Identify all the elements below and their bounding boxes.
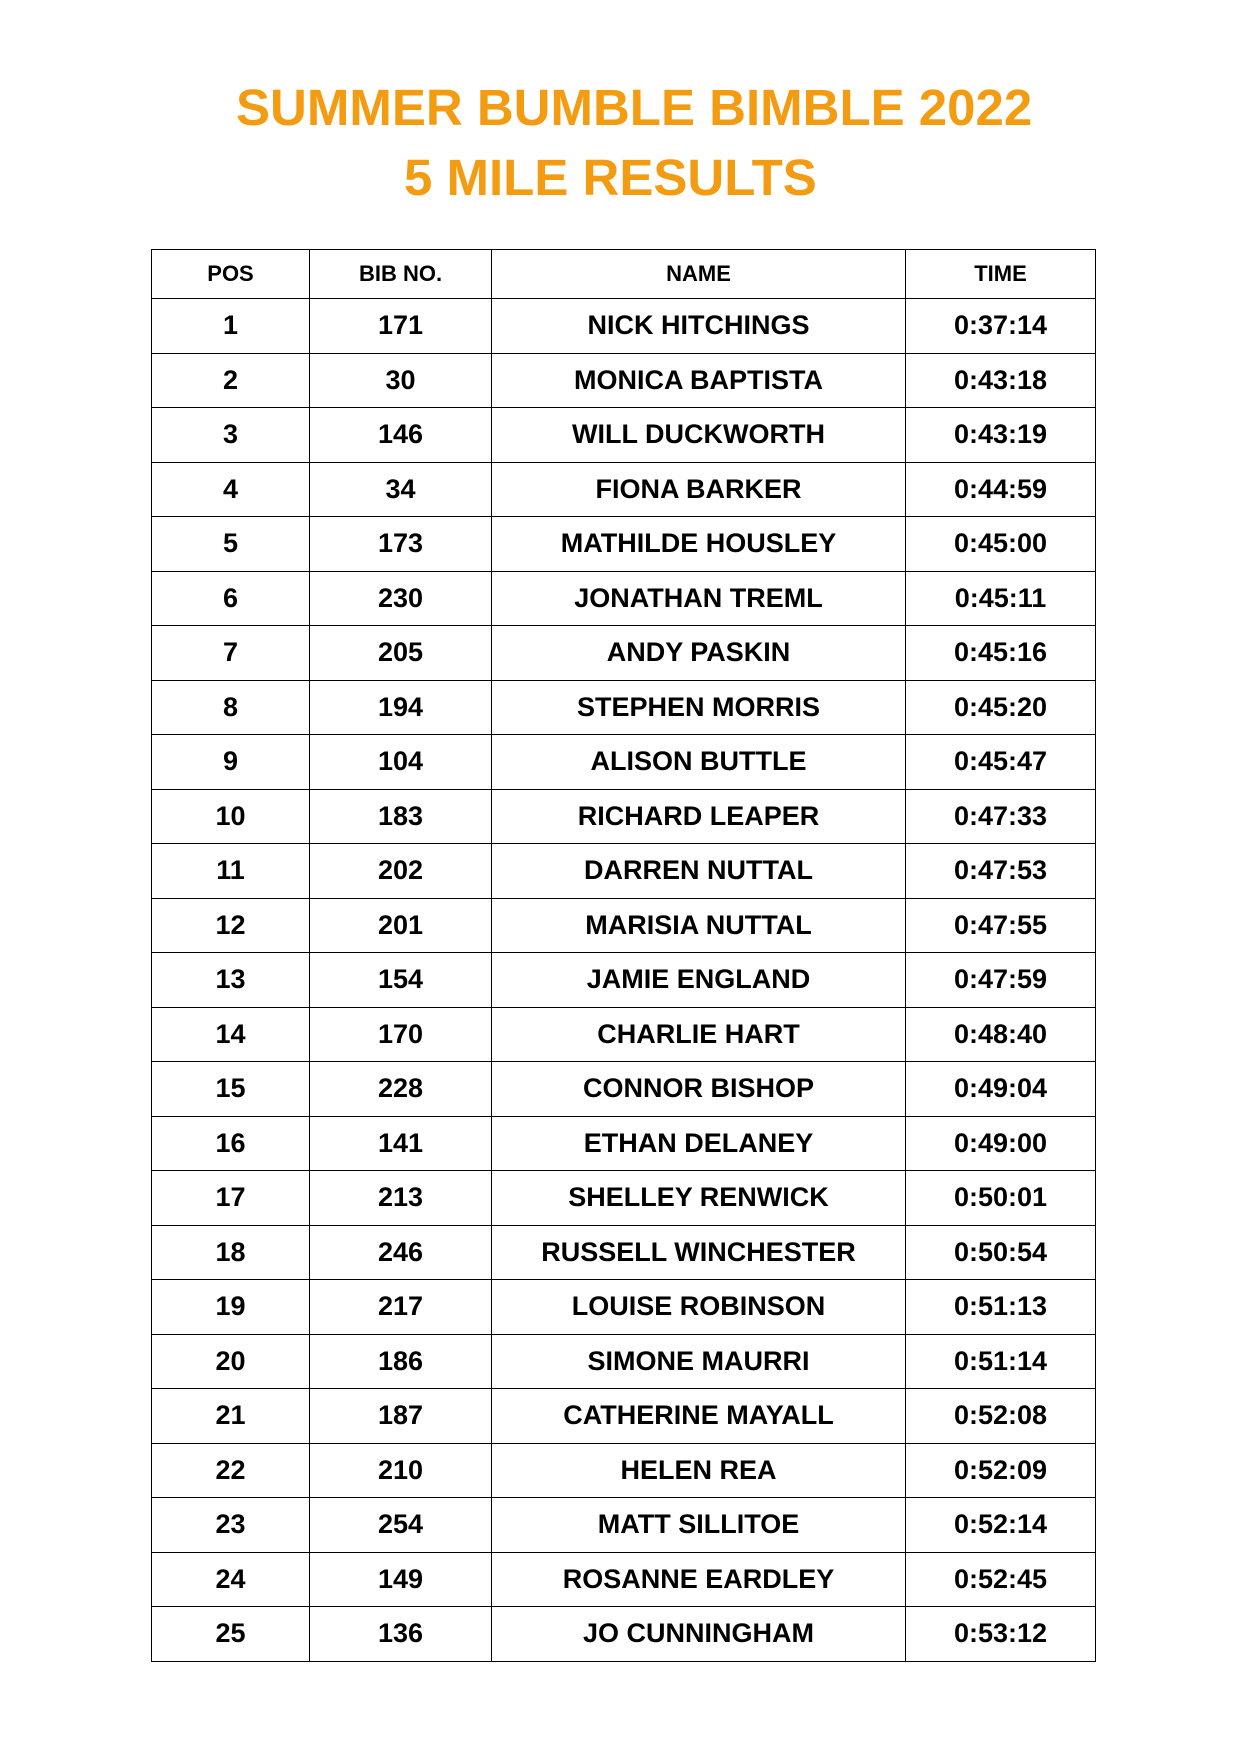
- cell-pos: 1: [152, 299, 310, 354]
- cell-time: 0:49:00: [906, 1116, 1096, 1171]
- cell-name: HELEN REA: [492, 1443, 906, 1498]
- cell-time: 0:45:16: [906, 626, 1096, 681]
- cell-time: 0:51:13: [906, 1280, 1096, 1335]
- cell-name: LOUISE ROBINSON: [492, 1280, 906, 1335]
- cell-pos: 14: [152, 1007, 310, 1062]
- column-header-name: NAME: [492, 250, 906, 299]
- cell-name: MONICA BAPTISTA: [492, 353, 906, 408]
- cell-bib: 183: [310, 789, 492, 844]
- cell-pos: 7: [152, 626, 310, 681]
- table-row: [152, 626, 1096, 681]
- cell-bib: 205: [310, 626, 492, 681]
- cell-name: MATHILDE HOUSLEY: [492, 517, 906, 572]
- cell-bib: 149: [310, 1552, 492, 1607]
- cell-time: 0:44:59: [906, 462, 1096, 517]
- table-row: [152, 1498, 1096, 1553]
- cell-name: NICK HITCHINGS: [492, 299, 906, 354]
- cell-time: 0:48:40: [906, 1007, 1096, 1062]
- cell-bib: 136: [310, 1607, 492, 1662]
- cell-name: FIONA BARKER: [492, 462, 906, 517]
- cell-time: 0:43:19: [906, 408, 1096, 463]
- cell-pos: 11: [152, 844, 310, 899]
- table-row: [152, 299, 1096, 354]
- cell-bib: 230: [310, 571, 492, 626]
- cell-bib: 187: [310, 1389, 492, 1444]
- table-row: [152, 898, 1096, 953]
- column-header-time: TIME: [906, 250, 1096, 299]
- cell-pos: 6: [152, 571, 310, 626]
- cell-name: JONATHAN TREML: [492, 571, 906, 626]
- cell-bib: 173: [310, 517, 492, 572]
- cell-name: WILL DUCKWORTH: [492, 408, 906, 463]
- cell-bib: 194: [310, 680, 492, 735]
- table-row: [152, 1443, 1096, 1498]
- cell-time: 0:50:01: [906, 1171, 1096, 1226]
- table-row: [152, 1552, 1096, 1607]
- cell-time: 0:50:54: [906, 1225, 1096, 1280]
- cell-pos: 3: [152, 408, 310, 463]
- cell-bib: 228: [310, 1062, 492, 1117]
- table-row: [152, 353, 1096, 408]
- cell-time: 0:49:04: [906, 1062, 1096, 1117]
- table-row: [152, 844, 1096, 899]
- cell-name: SIMONE MAURRI: [492, 1334, 906, 1389]
- cell-name: ROSANNE EARDLEY: [492, 1552, 906, 1607]
- table-row: [152, 1280, 1096, 1335]
- cell-pos: 13: [152, 953, 310, 1008]
- cell-time: 0:45:20: [906, 680, 1096, 735]
- cell-bib: 170: [310, 1007, 492, 1062]
- table-row: [152, 1116, 1096, 1171]
- cell-name: CATHERINE MAYALL: [492, 1389, 906, 1444]
- cell-pos: 5: [152, 517, 310, 572]
- cell-time: 0:52:08: [906, 1389, 1096, 1444]
- cell-bib: 186: [310, 1334, 492, 1389]
- cell-pos: 2: [152, 353, 310, 408]
- cell-time: 0:52:45: [906, 1552, 1096, 1607]
- cell-name: JAMIE ENGLAND: [492, 953, 906, 1008]
- cell-bib: 30: [310, 353, 492, 408]
- cell-pos: 18: [152, 1225, 310, 1280]
- cell-time: 0:52:09: [906, 1443, 1096, 1498]
- results-table: [151, 249, 1096, 1662]
- table-row: [152, 680, 1096, 735]
- column-header-bib: BIB NO.: [310, 250, 492, 299]
- table-header-row: [152, 250, 1096, 299]
- table-row: [152, 735, 1096, 790]
- cell-pos: 20: [152, 1334, 310, 1389]
- cell-pos: 21: [152, 1389, 310, 1444]
- cell-pos: 15: [152, 1062, 310, 1117]
- cell-bib: 34: [310, 462, 492, 517]
- table-row: [152, 1171, 1096, 1226]
- cell-pos: 12: [152, 898, 310, 953]
- page-subtitle: 5 MILE RESULTS: [404, 149, 817, 206]
- page-title: SUMMER BUMBLE BIMBLE 2022: [236, 79, 1033, 136]
- cell-name: STEPHEN MORRIS: [492, 680, 906, 735]
- cell-time: 0:45:00: [906, 517, 1096, 572]
- cell-name: ANDY PASKIN: [492, 626, 906, 681]
- cell-name: ALISON BUTTLE: [492, 735, 906, 790]
- cell-bib: 246: [310, 1225, 492, 1280]
- cell-time: 0:51:14: [906, 1334, 1096, 1389]
- cell-name: MATT SILLITOE: [492, 1498, 906, 1553]
- table-row: [152, 1334, 1096, 1389]
- table-row: [152, 571, 1096, 626]
- table-row: [152, 953, 1096, 1008]
- cell-time: 0:52:14: [906, 1498, 1096, 1553]
- cell-name: CONNOR BISHOP: [492, 1062, 906, 1117]
- cell-name: SHELLEY RENWICK: [492, 1171, 906, 1226]
- cell-pos: 17: [152, 1171, 310, 1226]
- cell-bib: 210: [310, 1443, 492, 1498]
- cell-pos: 24: [152, 1552, 310, 1607]
- cell-pos: 25: [152, 1607, 310, 1662]
- table-row: [152, 1225, 1096, 1280]
- cell-name: MARISIA NUTTAL: [492, 898, 906, 953]
- cell-pos: 4: [152, 462, 310, 517]
- cell-time: 0:43:18: [906, 353, 1096, 408]
- cell-bib: 141: [310, 1116, 492, 1171]
- cell-time: 0:37:14: [906, 299, 1096, 354]
- cell-time: 0:47:33: [906, 789, 1096, 844]
- cell-bib: 202: [310, 844, 492, 899]
- cell-name: ETHAN DELANEY: [492, 1116, 906, 1171]
- cell-pos: 9: [152, 735, 310, 790]
- cell-name: RICHARD LEAPER: [492, 789, 906, 844]
- cell-time: 0:45:47: [906, 735, 1096, 790]
- cell-time: 0:53:12: [906, 1607, 1096, 1662]
- cell-time: 0:47:55: [906, 898, 1096, 953]
- table-row: [152, 1607, 1096, 1662]
- table-row: [152, 789, 1096, 844]
- column-header-pos: POS: [152, 250, 310, 299]
- table-row: [152, 1007, 1096, 1062]
- cell-bib: 254: [310, 1498, 492, 1553]
- cell-bib: 213: [310, 1171, 492, 1226]
- table-row: [152, 1062, 1096, 1117]
- cell-pos: 16: [152, 1116, 310, 1171]
- cell-pos: 8: [152, 680, 310, 735]
- cell-name: JO CUNNINGHAM: [492, 1607, 906, 1662]
- cell-bib: 104: [310, 735, 492, 790]
- cell-pos: 19: [152, 1280, 310, 1335]
- table-row: [152, 408, 1096, 463]
- table-row: [152, 1389, 1096, 1444]
- cell-pos: 10: [152, 789, 310, 844]
- cell-time: 0:45:11: [906, 571, 1096, 626]
- cell-time: 0:47:59: [906, 953, 1096, 1008]
- table-row: [152, 517, 1096, 572]
- cell-name: RUSSELL WINCHESTER: [492, 1225, 906, 1280]
- cell-bib: 146: [310, 408, 492, 463]
- cell-name: CHARLIE HART: [492, 1007, 906, 1062]
- cell-time: 0:47:53: [906, 844, 1096, 899]
- table-row: [152, 462, 1096, 517]
- cell-pos: 23: [152, 1498, 310, 1553]
- results-body: [152, 299, 1096, 1662]
- cell-bib: 171: [310, 299, 492, 354]
- cell-bib: 201: [310, 898, 492, 953]
- cell-bib: 154: [310, 953, 492, 1008]
- cell-name: DARREN NUTTAL: [492, 844, 906, 899]
- cell-bib: 217: [310, 1280, 492, 1335]
- cell-pos: 22: [152, 1443, 310, 1498]
